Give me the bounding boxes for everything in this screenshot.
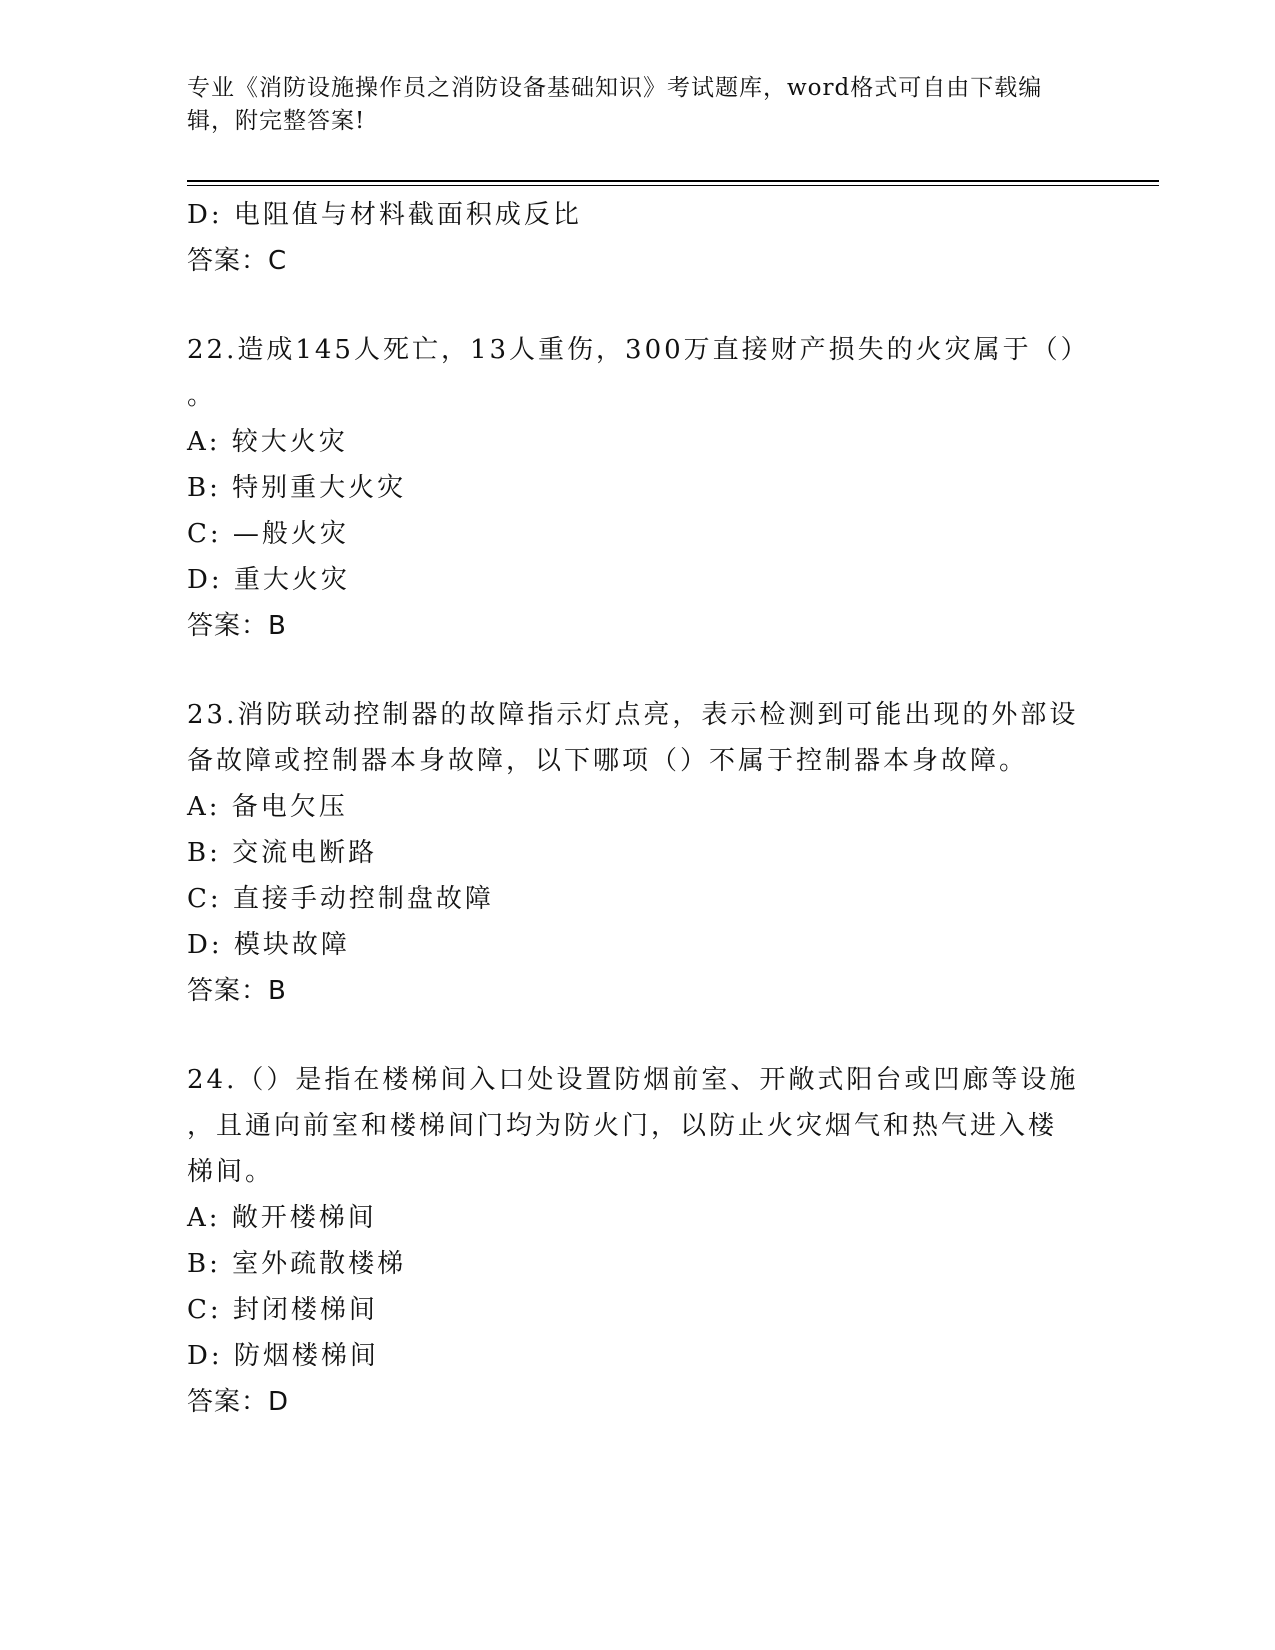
- option-d: D: 电阻值与材料截面积成反比: [187, 200, 582, 230]
- option-d: D: 重大火灾: [187, 565, 350, 595]
- header-divider-thin: [187, 185, 1159, 186]
- question-text-cont: 。: [187, 381, 217, 411]
- option-a: A: 较大火灾: [187, 427, 348, 457]
- option-c: C: 封闭楼梯间: [187, 1295, 378, 1325]
- answer-line: 答案：C: [187, 246, 288, 276]
- option-a: A: 备电欠压: [187, 792, 348, 822]
- answer-line: 答案：D: [187, 1387, 290, 1417]
- option-b: B: 特别重大火灾: [187, 473, 407, 503]
- question-text: 24.（）是指在楼梯间入口处设置防烟前室、开敞式阳台或凹廊等设施: [187, 1065, 1079, 1095]
- question-23: [187, 692, 1087, 1014]
- question-text-cont: ，且通向前室和楼梯间门均为防火门，以防止火灾烟气和热气进入楼: [187, 1111, 1058, 1141]
- option-d: D: 模块故障: [187, 930, 350, 960]
- header-divider-thick: [187, 180, 1159, 182]
- previous-question-tail: [187, 192, 1087, 284]
- answer-line: 答案：B: [187, 976, 287, 1006]
- option-c: C: —般火灾: [187, 519, 349, 549]
- header-line-2: 辑，附完整答案!: [187, 108, 366, 134]
- question-text-cont: 备故障或控制器本身故障，以下哪项（）不属于控制器本身故障。: [187, 746, 1029, 776]
- option-d: D: 防烟楼梯间: [187, 1341, 379, 1371]
- question-24: [187, 1057, 1087, 1425]
- question-text: 23.消防联动控制器的故障指示灯点亮，表示检测到可能出现的外部设: [187, 700, 1079, 730]
- question-22: [187, 327, 1090, 649]
- question-content: [187, 192, 1090, 1425]
- question-text-cont-2: 梯间。: [187, 1157, 275, 1187]
- option-b: B: 交流电断路: [187, 838, 378, 868]
- option-c: C: 直接手动控制盘故障: [187, 884, 494, 914]
- answer-line: 答案：B: [187, 611, 287, 641]
- option-b: B: 室外疏散楼梯: [187, 1249, 407, 1279]
- document-header: [187, 72, 1087, 138]
- option-a: A: 敞开楼梯间: [187, 1203, 377, 1233]
- question-text: 22.造成145人死亡，13人重伤，300万直接财产损失的火灾属于（）: [187, 335, 1090, 365]
- header-line-1: 专业《消防设施操作员之消防设备基础知识》考试题库，word格式可自由下载编: [187, 75, 1043, 101]
